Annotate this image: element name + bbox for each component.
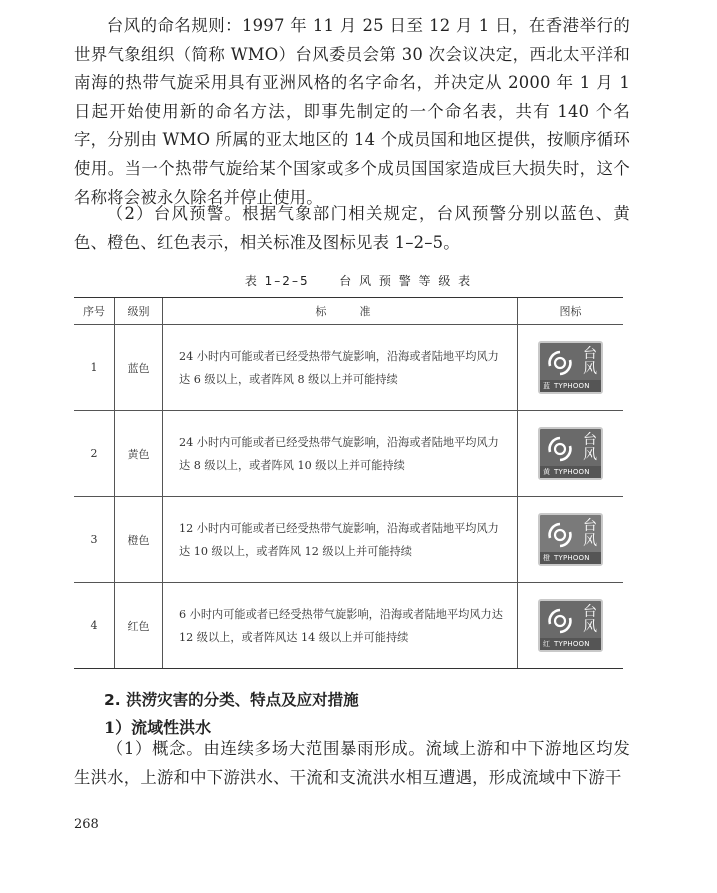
badge-typhoon-text: TYPHOON (554, 382, 590, 390)
row-icon-cell (518, 583, 624, 669)
badge-typhoon-text: TYPHOON (554, 640, 590, 648)
badge-typhoon-text: TYPHOON (554, 554, 590, 562)
row-index: 1 (74, 325, 115, 411)
naming-rules-paragraph: 台风的命名规则：1997 年 11 月 25 日至 12 月 1 日，在香港举行的世界气象组织（简称 WMO）台风委员会第 30 次会议决定，西北太平洋和南海的热带气旋采用具有亚洲风格的名字命名，并决定从 2000 年 1 月 1 日起开始使用新的命名方法，即事先制定的一个命名表，共有 140 个名字，分别由 WMO 所属的亚太地区的 14 个成员国和地区提供，按顺序循环使用。当一个热带气旋给某个国家或多个成员国国家造成巨大损失时，这个名称将会被永久除名并停止使用。 (74, 16, 630, 207)
badge-char-feng: 风 (583, 447, 597, 463)
section-heading: 2. 洪涝灾害的分类、特点及应对措施 (104, 691, 359, 709)
row-icon-cell (518, 325, 624, 411)
badge-char-tai: 台 (583, 432, 597, 448)
badge-level-char: 黄 (543, 468, 550, 476)
subsection-heading: 1）流域性洪水 (104, 718, 212, 737)
typhoon-warning-badge (538, 341, 603, 394)
row-level: 红色 (115, 583, 163, 669)
badge-strip (540, 638, 601, 650)
row-index: 4 (74, 583, 115, 669)
badge-strip (540, 380, 601, 392)
badge-char-feng: 风 (583, 533, 597, 549)
row-index: 3 (74, 497, 115, 583)
badge-level-char: 橙 (543, 554, 550, 562)
badge-char-tai: 台 (583, 604, 597, 620)
badge-strip (540, 552, 601, 564)
concept-paragraph: （1）概念。由连续多场大范围暴雨形成。流域上游和中下游地区均发生洪水，上游和中下游洪水、干流和支流洪水相互遭遇，形成流域中下游干 (74, 739, 630, 787)
typhoon-warning-badge (538, 599, 603, 652)
table-caption-number: 表 1–2–5 (244, 274, 310, 288)
table-row (74, 497, 623, 583)
badge-char-feng: 风 (583, 361, 597, 377)
row-standard (163, 497, 518, 583)
row-level: 蓝色 (115, 325, 163, 411)
row-level: 黄色 (115, 411, 163, 497)
row-level: 橙色 (115, 497, 163, 583)
badge-level-char: 红 (543, 640, 550, 648)
row-standard-text: 6 小时内可能或者已经受热带气旋影响，沿海或者陆地平均风力达 12 级以上，或者阵风达 14 级以上并可能持续 (179, 607, 503, 644)
table-row (74, 583, 623, 669)
typhoon-icon (545, 434, 575, 464)
row-standard (163, 325, 518, 411)
badge-strip (540, 466, 601, 478)
table-row (74, 325, 623, 411)
row-standard-text: 12 小时内可能或者已经受热带气旋影响，沿海或者陆地平均风力达 10 级以上，或者阵风 12 级以上并可能持续 (179, 521, 499, 558)
badge-char-tai: 台 (583, 518, 597, 534)
typhoon-icon (545, 606, 575, 636)
table-caption-title: 台 风 预 警 等 级 表 (339, 274, 473, 288)
table-row (74, 411, 623, 497)
badge-char-tai: 台 (583, 346, 597, 362)
header-icon: 图标 (518, 298, 624, 325)
warning-paragraph: （2）台风预警。根据气象部门相关规定，台风预警分别以蓝色、黄色、橙色、红色表示，相关标准及图标见表 1–2–5。 (74, 204, 630, 252)
typhoon-icon (545, 348, 575, 378)
typhoon-warning-table (74, 297, 623, 669)
row-standard (163, 583, 518, 669)
row-standard-text: 24 小时内可能或者已经受热带气旋影响，沿海或者陆地平均风力达 6 级以上，或者阵风 8 级以上并可能持续 (179, 349, 499, 386)
row-standard (163, 411, 518, 497)
row-index: 2 (74, 411, 115, 497)
row-standard-text: 24 小时内可能或者已经受热带气旋影响，沿海或者陆地平均风力达 8 级以上，或者阵风 10 级以上并可能持续 (179, 435, 499, 472)
header-index: 序号 (74, 298, 115, 325)
row-icon-cell (518, 411, 624, 497)
table-header-row (74, 298, 623, 325)
badge-level-char: 蓝 (543, 382, 550, 390)
header-standard: 标 准 (163, 298, 518, 325)
badge-typhoon-text: TYPHOON (554, 468, 590, 476)
typhoon-icon (545, 520, 575, 550)
badge-char-feng: 风 (583, 619, 597, 635)
header-level: 级别 (115, 298, 163, 325)
page-number: 268 (74, 817, 99, 832)
typhoon-warning-badge (538, 427, 603, 480)
typhoon-warning-badge (538, 513, 603, 566)
table-caption (0, 272, 717, 289)
row-icon-cell (518, 497, 624, 583)
